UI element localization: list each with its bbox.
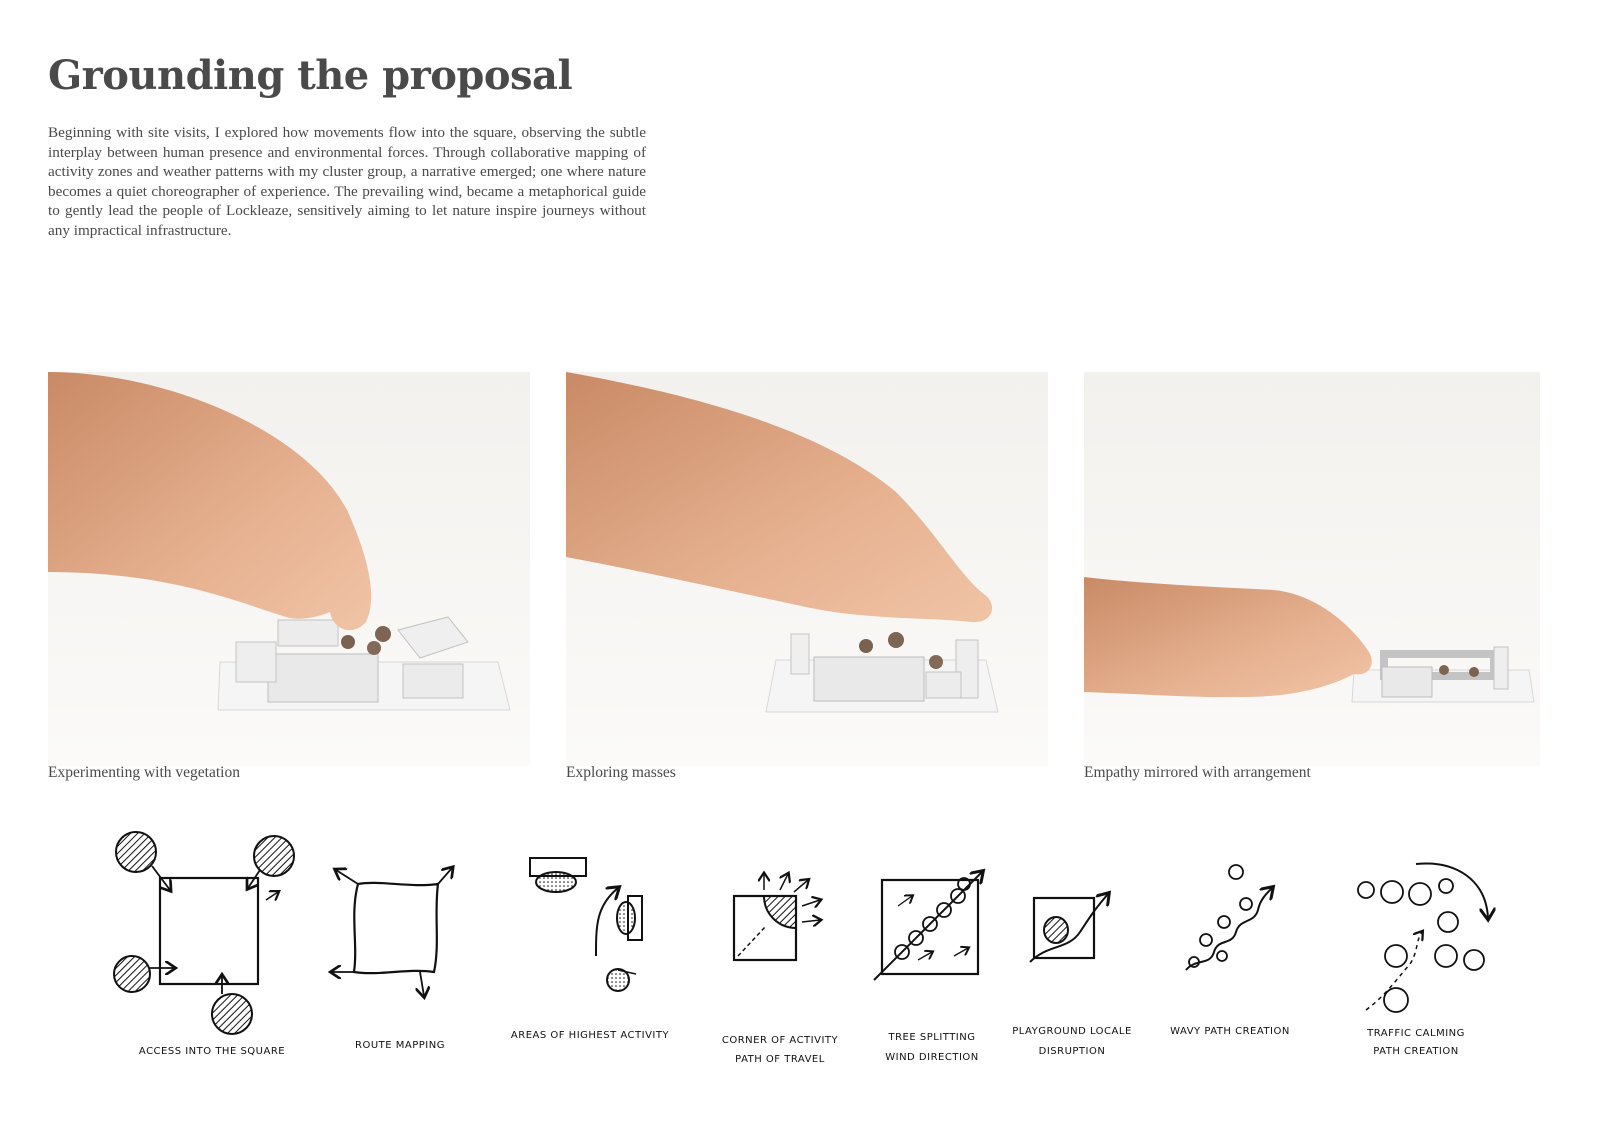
sketch-tree-splitting: [872, 866, 992, 986]
sketch-label-playground-2: DISRUPTION: [1038, 1046, 1106, 1057]
sketch-wavy-path: [1180, 862, 1280, 982]
sketch-label-corner-2: PATH OF TRAVEL: [735, 1054, 825, 1065]
sketch-route-mapping: [330, 864, 460, 1004]
photo-masses: [566, 372, 1048, 766]
sketch-label-tree-2: WIND DIRECTION: [885, 1052, 979, 1063]
sketch-playground-locale: [1028, 880, 1118, 970]
caption-masses: Exploring masses: [566, 764, 676, 781]
sketch-label-wavy: WAVY PATH CREATION: [1170, 1026, 1290, 1037]
sketch-label-traffic-2: PATH CREATION: [1373, 1046, 1459, 1057]
sketch-label-corner-1: CORNER OF ACTIVITY: [721, 1035, 839, 1046]
sketch-label-tree-1: TREE SPLITTING: [888, 1032, 976, 1043]
caption-vegetation: Experimenting with vegetation: [48, 764, 240, 781]
sketch-label-activity: AREAS OF HIGHEST ACTIVITY: [510, 1030, 670, 1041]
sketch-activity-areas: [526, 856, 656, 1006]
sketch-label-route: ROUTE MAPPING: [355, 1040, 445, 1051]
page-title: Grounding the proposal: [48, 52, 573, 99]
sketch-corner-activity: [726, 870, 836, 980]
sketch-traffic-calming: [1356, 860, 1506, 1020]
intro-paragraph: Beginning with site visits, I explored how movements flow into the square, observing the subtle interplay between human presence and environmental forces. Through collaborative mapping of activity zones and weather patterns with my cluster group, a narrative emerged; one where nature becomes a quiet choreographer of experience. The prevailing wind, became a metaphorical guide to gently lead the people of Lockleaze, sensitively aiming to let nature inspire journeys without any impractical infrastructure.: [48, 124, 646, 239]
caption-arrangement: Empathy mirrored with arrangement: [1084, 764, 1311, 781]
photo-arrangement: [1084, 372, 1540, 766]
sketch-label-traffic-1: TRAFFIC CALMING: [1367, 1028, 1465, 1039]
photo-vegetation: [48, 372, 530, 766]
sketch-label-playground-1: PLAYGROUND LOCALE: [1012, 1026, 1132, 1037]
sketch-access-diagram: [112, 830, 312, 1030]
sketch-label-access: ACCESS INTO THE SQUARE: [138, 1046, 286, 1057]
